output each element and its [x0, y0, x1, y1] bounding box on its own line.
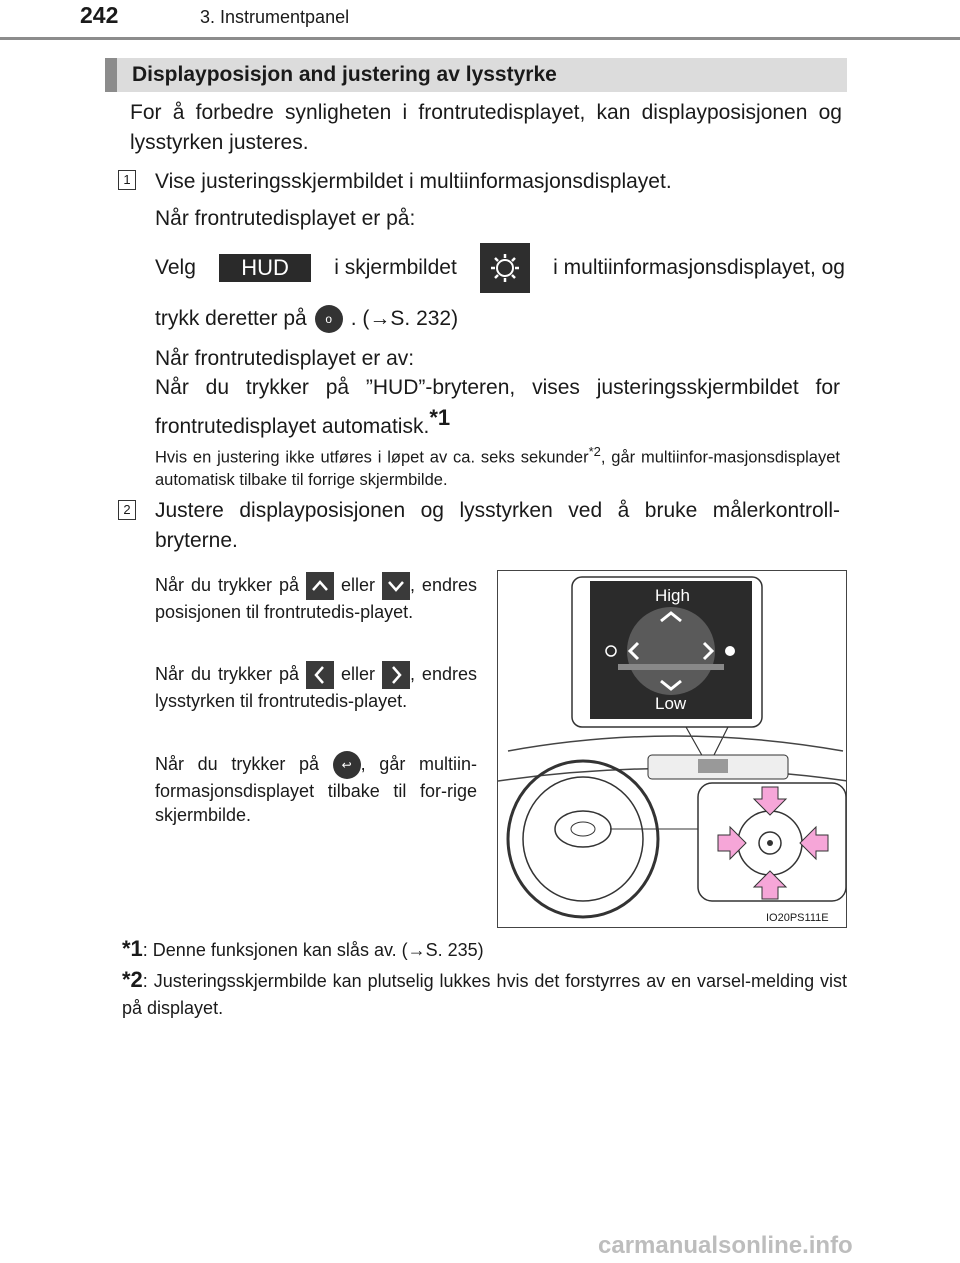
- step-2-title: Justere displayposisjonen og lysstyrken ved å bruke målerkontroll-bryterne.: [155, 499, 840, 552]
- figure-label-high: High: [655, 586, 690, 605]
- up-arrow-button-icon: [306, 572, 334, 600]
- p1-pre: Når du trykker på: [155, 574, 299, 595]
- step-2-brightness-text: [155, 661, 477, 713]
- footnote-2: [122, 966, 847, 1022]
- footnote-1-text: : Denne funksjonen kan slås av. (→S. 235): [142, 940, 484, 960]
- step-1-when-on: Når frontrutedisplayet er på:: [155, 207, 416, 230]
- select-mid: i skjermbildet: [334, 256, 457, 279]
- step-1-timeout-note: [155, 441, 840, 491]
- step-2-back-text: [155, 751, 477, 827]
- footnote-ref-2: *2: [588, 444, 601, 459]
- p3-pre: Når du trykker på: [155, 753, 319, 774]
- hud-button: HUD: [219, 254, 311, 282]
- p2-post: , endres lysstyrken til frontrutedis-playet.: [155, 663, 477, 711]
- p2-pre: Når du trykker på: [155, 663, 299, 684]
- footnote-1: [122, 934, 847, 965]
- section-title: Displayposisjon and justering av lysstyrke: [132, 63, 557, 86]
- select-pre: Velg: [155, 256, 196, 279]
- p1-mid: eller: [340, 574, 375, 595]
- step-1-title: Vise justeringsskjermbildet i multiinformasjonsdisplayet.: [155, 170, 672, 193]
- page-number: 242: [80, 2, 119, 28]
- figure-label-low: Low: [655, 694, 687, 713]
- timeout-pre: Hvis en justering ikke utføres i løpet av ca. seks sekunder: [155, 448, 589, 467]
- select-post: i multiinformasjonsdisplayet, og: [553, 256, 845, 279]
- footnote-1-mark: *1: [122, 936, 143, 961]
- off-text: Når du trykker på ”HUD”-bryteren, vises justeringsskjermbildet for frontrutedisplayet automatisk.: [155, 376, 840, 438]
- right-arrow-button-icon: [382, 661, 410, 689]
- watermark: carmanualsonline.info: [598, 1232, 853, 1259]
- intro-paragraph: For å forbedre synligheten i frontrutedisplayet, kan displayposisjonen og lysstyrken justeres.: [130, 101, 842, 154]
- figure-code: IO20PS111E: [766, 912, 829, 924]
- step-2-marker: 2: [118, 500, 136, 520]
- timeout-post: , går multiinfor-masjonsdisplayet automatisk tilbake til forrige skjermbilde.: [155, 448, 840, 489]
- back-button-icon: ↩: [333, 751, 361, 779]
- settings-gear-icon: [480, 243, 530, 293]
- step-1-off-text: [155, 373, 840, 442]
- down-arrow-button-icon: [382, 572, 410, 600]
- p2-mid: eller: [340, 663, 375, 684]
- step-1-press-line: [155, 304, 458, 334]
- ok-button-icon: o: [315, 305, 343, 333]
- footnote-2-text: : Justeringsskjermbilde kan plutselig lukkes hvis det forstyrres av en varsel-melding vist på displayet.: [122, 971, 847, 1018]
- step-2-position-text: [155, 572, 477, 624]
- header-divider: [0, 37, 960, 40]
- hud-adjustment-figure: [497, 570, 847, 928]
- chapter-title: 3. Instrumentpanel: [200, 7, 350, 27]
- press-ref: . (→S. 232): [350, 307, 459, 330]
- footnote-2-mark: *2: [122, 967, 143, 992]
- step-1-marker: 1: [118, 170, 136, 190]
- step-1-select-line: [155, 243, 845, 293]
- dashboard-illustration: [498, 571, 847, 928]
- press-pre: trykk deretter på: [155, 307, 307, 330]
- footnote-ref-1: *1: [429, 405, 451, 430]
- p3-post: , går multiin-formasjonsdisplayet tilbake til for-rige skjermbilde.: [155, 753, 477, 825]
- p1-post: , endres posisjonen til frontrutedis-playet.: [155, 574, 477, 622]
- step-1-when-off: Når frontrutedisplayet er av:: [155, 347, 415, 370]
- left-arrow-button-icon: [306, 661, 334, 689]
